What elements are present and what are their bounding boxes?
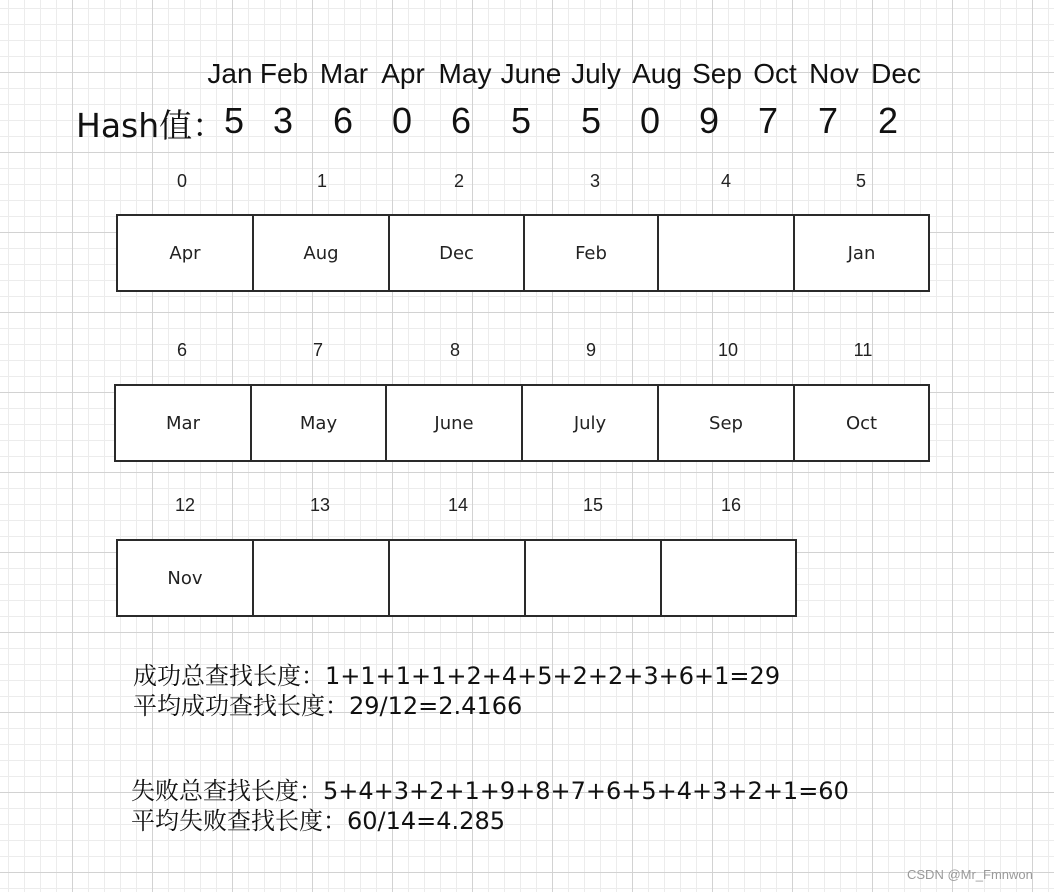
hash-slot: June — [385, 384, 523, 462]
month-label: Apr — [381, 58, 425, 89]
slot-index: 9 — [585, 340, 597, 360]
hash-value: 0 — [639, 100, 661, 141]
fail-average-text: 平均失败查找长度：60/14=4.285 — [131, 807, 505, 835]
hash-slot: July — [521, 384, 659, 462]
slot-index: 5 — [855, 171, 867, 191]
slot-index: 8 — [449, 340, 461, 360]
slot-index: 12 — [174, 495, 196, 515]
fail-total-text: 失败总查找长度：5+4+3+2+1+9+8+7+6+5+4+3+2+1=60 — [131, 777, 849, 805]
hash-value: 3 — [272, 100, 294, 141]
hash-value: 6 — [332, 100, 354, 141]
hash-value: 0 — [391, 100, 413, 141]
slot-index: 14 — [447, 495, 469, 515]
hash-slot: Aug — [252, 214, 390, 292]
hash-slot: Sep — [657, 384, 795, 462]
hash-value: 7 — [757, 100, 779, 141]
month-label: Nov — [809, 58, 859, 89]
hash-value: 2 — [877, 100, 899, 141]
hash-value: 9 — [698, 100, 720, 141]
month-label: Feb — [259, 58, 309, 89]
slot-index: 2 — [453, 171, 465, 191]
slot-index: 1 — [316, 171, 328, 191]
hash-value: 6 — [450, 100, 472, 141]
success-total-text: 成功总查找长度：1+1+1+1+2+4+5+2+2+3+6+1=29 — [133, 662, 781, 690]
slot-index: 15 — [582, 495, 604, 515]
slot-index: 7 — [312, 340, 324, 360]
hash-label: Hash值： — [76, 106, 226, 145]
hash-slot — [524, 539, 662, 617]
hash-slot: Nov — [116, 539, 254, 617]
hash-slot: Feb — [523, 214, 659, 292]
hash-slot: May — [250, 384, 387, 462]
month-label: June — [500, 58, 562, 89]
slot-index: 6 — [176, 340, 188, 360]
hash-slot: Jan — [793, 214, 930, 292]
slot-index: 3 — [589, 171, 601, 191]
month-label: May — [438, 58, 492, 89]
slot-index: 10 — [717, 340, 739, 360]
watermark: CSDN @Mr_Fmnwon — [907, 867, 1033, 882]
hash-slot: Apr — [116, 214, 254, 292]
hash-slot — [252, 539, 390, 617]
month-label: Oct — [753, 58, 797, 89]
slot-index: 16 — [720, 495, 742, 515]
hash-slot — [388, 539, 526, 617]
month-label: Sep — [692, 58, 742, 89]
hash-slot — [657, 214, 795, 292]
slot-index: 11 — [853, 340, 873, 360]
slot-index: 0 — [176, 171, 188, 191]
month-label: Aug — [632, 58, 682, 89]
hash-value: 7 — [817, 100, 839, 141]
slot-index: 13 — [309, 495, 331, 515]
hash-slot — [660, 539, 797, 617]
slot-index: 4 — [720, 171, 732, 191]
month-label: Jan — [207, 58, 253, 89]
hash-slot: Mar — [114, 384, 252, 462]
success-average-text: 平均成功查找长度：29/12=2.4166 — [133, 692, 523, 720]
hash-value: 5 — [580, 100, 602, 141]
hash-value: 5 — [223, 100, 245, 141]
month-label: Mar — [319, 58, 369, 89]
hash-slot: Dec — [388, 214, 525, 292]
hash-value: 5 — [510, 100, 532, 141]
hash-slot: Oct — [793, 384, 930, 462]
month-label: Dec — [871, 58, 921, 89]
month-label: July — [571, 58, 621, 89]
